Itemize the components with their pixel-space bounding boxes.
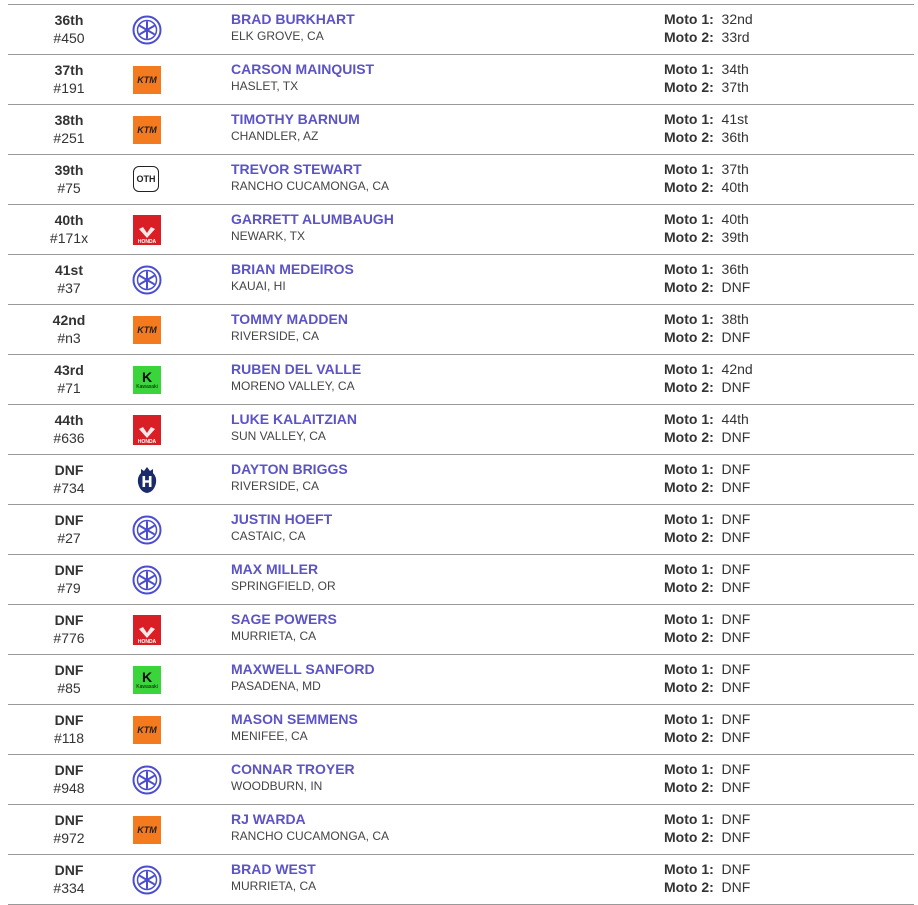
results-table: [8, 4, 914, 905]
moto-1-label: Moto 1:: [664, 411, 714, 427]
rider-info: [231, 311, 348, 345]
rider-number: #450: [53, 30, 85, 46]
moto-1-label: Moto 1:: [664, 511, 714, 527]
moto-2-value: DNF: [721, 728, 751, 745]
finish-place: 38th: [54, 112, 84, 128]
rider-hometown: CASTAIC, CA: [231, 529, 306, 543]
moto-results: [664, 311, 750, 346]
honda-logo-icon: HONDA: [132, 615, 162, 645]
rider-info: [231, 411, 357, 445]
moto-1-value: 36th: [721, 261, 749, 277]
result-row: [8, 355, 914, 405]
moto-1-label: Moto 1:: [664, 311, 714, 327]
moto-1-value: DNF: [721, 761, 751, 777]
moto-2-value: DNF: [721, 278, 751, 295]
rider-name-link[interactable]: SAGE POWERS: [231, 611, 337, 627]
moto-2-value: DNF: [721, 528, 751, 545]
moto-1-label: Moto 1:: [664, 61, 714, 77]
rider-info: [231, 111, 360, 145]
moto-2-label: Moto 2:: [664, 528, 714, 545]
rider-hometown: MENIFEE, CA: [231, 729, 308, 743]
rider-hometown: KAUAI, HI: [231, 279, 286, 293]
finish-place: DNF: [54, 712, 84, 728]
rider-number: #37: [57, 280, 81, 296]
rider-name-link[interactable]: MAXWELL SANFORD: [231, 661, 375, 677]
moto-results: [664, 261, 750, 296]
finish-place: 40th: [54, 212, 84, 228]
rider-hometown: MORENO VALLEY, CA: [231, 379, 355, 393]
rider-name-link[interactable]: BRAD WEST: [231, 861, 316, 877]
moto-2-label: Moto 2:: [664, 328, 714, 345]
result-row: [8, 655, 914, 705]
finish-place: DNF: [54, 562, 84, 578]
moto-1-result: [664, 11, 753, 29]
result-row: [8, 305, 914, 355]
rider-number: #n3: [57, 330, 81, 346]
moto-2-label: Moto 2:: [664, 228, 714, 245]
finish-place: DNF: [54, 662, 84, 678]
finish-place: DNF: [54, 862, 84, 878]
rider-name-link[interactable]: TIMOTHY BARNUM: [231, 111, 360, 127]
moto-2-result: [664, 129, 749, 147]
finish-place: 37th: [54, 62, 84, 78]
moto-2-value: DNF: [721, 478, 751, 495]
moto-1-result: [664, 311, 750, 329]
yamaha-logo-icon: [132, 565, 162, 595]
moto-2-result: [664, 579, 750, 597]
moto-2-value: DNF: [721, 328, 751, 345]
rider-name-link[interactable]: RJ WARDA: [231, 811, 306, 827]
moto-results: [664, 411, 750, 446]
moto-2-label: Moto 2:: [664, 28, 714, 45]
moto-1-label: Moto 1:: [664, 711, 714, 727]
moto-results: [664, 211, 749, 246]
rider-hometown: RANCHO CUCAMONGA, CA: [231, 179, 390, 193]
rider-name-link[interactable]: TOMMY MADDEN: [231, 311, 348, 327]
result-row: [8, 855, 914, 905]
finish-position: [38, 111, 100, 147]
moto-1-label: Moto 1:: [664, 461, 714, 477]
rider-number: #776: [53, 630, 85, 646]
moto-1-value: 37th: [721, 161, 749, 177]
kawasaki-logo-icon: K Kawasaki: [132, 665, 162, 695]
yamaha-logo-icon: [132, 15, 162, 45]
rider-number: #636: [53, 430, 85, 446]
moto-1-label: Moto 1:: [664, 661, 714, 677]
rider-hometown: RANCHO CUCAMONGA, CA: [231, 829, 390, 843]
moto-1-result: [664, 261, 750, 279]
finish-position: [38, 211, 100, 247]
moto-2-label: Moto 2:: [664, 178, 714, 195]
moto-1-value: 32nd: [721, 11, 753, 27]
moto-2-value: DNF: [721, 578, 751, 595]
rider-number: #79: [57, 580, 81, 596]
rider-name-link[interactable]: DAYTON BRIGGS: [231, 461, 348, 477]
moto-1-value: DNF: [721, 661, 751, 677]
moto-2-result: [664, 629, 750, 647]
moto-1-label: Moto 1:: [664, 211, 714, 227]
rider-name-link[interactable]: RUBEN DEL VALLE: [231, 361, 362, 377]
finish-place: DNF: [54, 612, 84, 628]
honda-logo-icon: HONDA: [132, 215, 162, 245]
moto-2-label: Moto 2:: [664, 728, 714, 745]
rider-info: [231, 661, 375, 695]
rider-info: [231, 761, 355, 795]
moto-1-result: [664, 111, 749, 129]
moto-2-label: Moto 2:: [664, 428, 714, 445]
finish-position: [38, 661, 100, 697]
moto-1-value: DNF: [721, 461, 751, 477]
moto-1-result: [664, 411, 750, 429]
moto-results: [664, 511, 750, 546]
ktm-logo-icon: KTM: [132, 65, 162, 95]
moto-1-value: DNF: [721, 561, 751, 577]
moto-2-label: Moto 2:: [664, 578, 714, 595]
result-row: [8, 755, 914, 805]
rider-name-link[interactable]: CONNAR TROYER: [231, 761, 355, 777]
moto-1-label: Moto 1:: [664, 111, 714, 127]
rider-hometown: WOODBURN, IN: [231, 779, 323, 793]
moto-1-value: 42nd: [721, 361, 753, 377]
result-row: [8, 205, 914, 255]
moto-2-value: 33rd: [721, 28, 750, 45]
moto-2-label: Moto 2:: [664, 378, 714, 395]
moto-1-label: Moto 1:: [664, 761, 714, 777]
moto-2-label: Moto 2:: [664, 828, 714, 845]
moto-1-result: [664, 761, 750, 779]
finish-place: DNF: [54, 812, 84, 828]
moto-results: [664, 711, 750, 746]
rider-name-link[interactable]: MAX MILLER: [231, 561, 319, 577]
rider-name-link[interactable]: JUSTIN HOEFT: [231, 511, 333, 527]
moto-1-result: [664, 661, 750, 679]
finish-place: DNF: [54, 512, 84, 528]
honda-logo-icon: HONDA: [132, 415, 162, 445]
rider-number: #191: [53, 80, 85, 96]
moto-1-value: 44th: [721, 411, 749, 427]
moto-2-result: [664, 779, 750, 797]
finish-place: 41st: [54, 262, 84, 278]
rider-number: #334: [53, 880, 85, 896]
finish-place: 42nd: [52, 312, 86, 328]
finish-position: [38, 461, 100, 497]
moto-results: [664, 561, 750, 596]
moto-1-label: Moto 1:: [664, 11, 714, 27]
finish-position: [38, 861, 100, 897]
rider-hometown: ELK GROVE, CA: [231, 29, 324, 43]
finish-place: 44th: [54, 412, 84, 428]
moto-results: [664, 811, 750, 846]
moto-2-result: [664, 179, 749, 197]
finish-position: [38, 161, 100, 197]
ktm-logo-icon: KTM: [132, 315, 162, 345]
moto-2-label: Moto 2:: [664, 478, 714, 495]
result-row: [8, 705, 914, 755]
moto-2-label: Moto 2:: [664, 878, 714, 895]
yamaha-logo-icon: [132, 515, 162, 545]
finish-position: [38, 711, 100, 747]
finish-position: [38, 411, 100, 447]
finish-position: [38, 11, 100, 47]
moto-1-result: [664, 211, 749, 229]
rider-hometown: SPRINGFIELD, OR: [231, 579, 336, 593]
rider-hometown: NEWARK, TX: [231, 229, 306, 243]
rider-number: #71: [57, 380, 81, 396]
moto-2-value: DNF: [721, 678, 751, 695]
finish-position: [38, 361, 100, 397]
moto-2-value: DNF: [721, 778, 751, 795]
moto-results: [664, 611, 750, 646]
moto-2-label: Moto 2:: [664, 678, 714, 695]
rider-name-link[interactable]: CARSON MAINQUIST: [231, 61, 375, 77]
rider-hometown: MURRIETA, CA: [231, 879, 317, 893]
moto-1-value: DNF: [721, 811, 751, 827]
rider-info: [231, 211, 394, 245]
moto-results: [664, 761, 750, 796]
result-row: [8, 555, 914, 605]
moto-2-value: DNF: [721, 378, 751, 395]
rider-info: [231, 461, 348, 495]
rider-number: #972: [53, 830, 85, 846]
yamaha-logo-icon: [132, 265, 162, 295]
moto-1-result: [664, 361, 753, 379]
rider-hometown: MURRIETA, CA: [231, 629, 317, 643]
rider-number: #171x: [49, 230, 89, 246]
moto-2-label: Moto 2:: [664, 778, 714, 795]
moto-results: [664, 661, 750, 696]
finish-position: [38, 761, 100, 797]
rider-number: #948: [53, 780, 85, 796]
moto-1-label: Moto 1:: [664, 361, 714, 377]
moto-1-value: 38th: [721, 311, 749, 327]
rider-hometown: SUN VALLEY, CA: [231, 429, 326, 443]
moto-results: [664, 861, 750, 896]
moto-results: [664, 361, 753, 396]
finish-place: 36th: [54, 12, 84, 28]
moto-results: [664, 61, 749, 96]
moto-1-label: Moto 1:: [664, 861, 714, 877]
moto-2-value: 37th: [721, 78, 749, 95]
result-row: [8, 505, 914, 555]
finish-position: [38, 511, 100, 547]
rider-number: #27: [57, 530, 81, 546]
moto-2-value: DNF: [721, 428, 751, 445]
moto-1-result: [664, 561, 750, 579]
finish-place: 39th: [54, 162, 84, 178]
moto-2-value: 39th: [721, 228, 749, 245]
result-row: [8, 5, 914, 55]
moto-2-result: [664, 29, 753, 47]
moto-results: [664, 111, 749, 146]
rider-info: [231, 611, 337, 645]
moto-1-value: 40th: [721, 211, 749, 227]
rider-number: #75: [57, 180, 81, 196]
moto-2-result: [664, 79, 749, 97]
moto-1-result: [664, 161, 749, 179]
moto-1-value: DNF: [721, 611, 751, 627]
moto-2-value: DNF: [721, 828, 751, 845]
moto-1-value: 41st: [721, 111, 749, 127]
rider-info: [231, 261, 354, 295]
moto-2-label: Moto 2:: [664, 78, 714, 95]
result-row: [8, 105, 914, 155]
kawasaki-logo-icon: K Kawasaki: [132, 365, 162, 395]
rider-info: [231, 61, 374, 95]
moto-1-result: [664, 861, 750, 879]
rider-info: [231, 711, 358, 745]
moto-1-label: Moto 1:: [664, 161, 714, 177]
rider-hometown: RIVERSIDE, CA: [231, 479, 320, 493]
result-row: [8, 155, 914, 205]
moto-1-value: 34th: [721, 61, 749, 77]
moto-1-result: [664, 811, 750, 829]
finish-position: [38, 611, 100, 647]
rider-number: #85: [57, 680, 81, 696]
finish-place: DNF: [54, 762, 84, 778]
rider-number: #251: [53, 130, 85, 146]
moto-2-label: Moto 2:: [664, 128, 714, 145]
rider-name-link[interactable]: BRAD BURKHART: [231, 11, 355, 27]
moto-results: [664, 11, 753, 46]
rider-hometown: CHANDLER, AZ: [231, 129, 319, 143]
moto-2-result: [664, 879, 750, 897]
finish-position: [38, 811, 100, 847]
rider-name-link[interactable]: LUKE KALAITZIAN: [231, 411, 357, 427]
husqvarna-logo-icon: [132, 465, 162, 495]
rider-name-link[interactable]: BRIAN MEDEIROS: [231, 261, 354, 277]
moto-2-value: 40th: [721, 178, 749, 195]
result-row: [8, 455, 914, 505]
ktm-logo-icon: KTM: [132, 115, 162, 145]
moto-2-value: 36th: [721, 128, 749, 145]
rider-number: #734: [53, 480, 85, 496]
finish-place: 43rd: [54, 362, 84, 378]
moto-results: [664, 161, 749, 196]
moto-2-result: [664, 729, 750, 747]
moto-2-result: [664, 429, 750, 447]
moto-2-result: [664, 679, 750, 697]
ktm-logo-icon: KTM: [132, 715, 162, 745]
result-row: [8, 405, 914, 455]
finish-position: [38, 311, 100, 347]
moto-2-result: [664, 229, 749, 247]
rider-info: [231, 161, 389, 195]
result-row: [8, 805, 914, 855]
moto-1-result: [664, 461, 750, 479]
moto-2-label: Moto 2:: [664, 628, 714, 645]
moto-1-result: [664, 611, 750, 629]
rider-hometown: PASADENA, MD: [231, 679, 321, 693]
other-logo-icon: OTH: [132, 165, 162, 195]
moto-2-label: Moto 2:: [664, 278, 714, 295]
moto-1-label: Moto 1:: [664, 561, 714, 577]
moto-1-value: DNF: [721, 861, 751, 877]
yamaha-logo-icon: [132, 865, 162, 895]
rider-number: #118: [53, 730, 85, 746]
moto-2-result: [664, 379, 753, 397]
result-row: [8, 55, 914, 105]
finish-position: [38, 561, 100, 597]
rider-hometown: HASLET, TX: [231, 79, 299, 93]
ktm-logo-icon: KTM: [132, 815, 162, 845]
moto-1-result: [664, 511, 750, 529]
moto-2-result: [664, 279, 750, 297]
moto-2-value: DNF: [721, 628, 751, 645]
moto-2-result: [664, 329, 750, 347]
rider-info: [231, 511, 332, 545]
finish-position: [38, 61, 100, 97]
rider-name-link[interactable]: GARRETT ALUMBAUGH: [231, 211, 394, 227]
finish-position: [38, 261, 100, 297]
moto-1-label: Moto 1:: [664, 811, 714, 827]
moto-1-label: Moto 1:: [664, 261, 714, 277]
result-row: [8, 255, 914, 305]
moto-1-result: [664, 711, 750, 729]
rider-hometown: RIVERSIDE, CA: [231, 329, 320, 343]
rider-name-link[interactable]: TREVOR STEWART: [231, 161, 362, 177]
rider-info: [231, 11, 355, 45]
finish-place: DNF: [54, 462, 84, 478]
yamaha-logo-icon: [132, 765, 162, 795]
moto-2-result: [664, 829, 750, 847]
moto-2-value: DNF: [721, 878, 751, 895]
moto-results: [664, 461, 750, 496]
moto-1-result: [664, 61, 749, 79]
moto-1-label: Moto 1:: [664, 611, 714, 627]
moto-2-result: [664, 529, 750, 547]
result-row: [8, 605, 914, 655]
rider-name-link[interactable]: MASON SEMMENS: [231, 711, 358, 727]
moto-1-value: DNF: [721, 511, 751, 527]
rider-info: [231, 361, 361, 395]
rider-info: [231, 861, 316, 895]
rider-info: [231, 811, 389, 845]
rider-info: [231, 561, 336, 595]
moto-1-value: DNF: [721, 711, 751, 727]
moto-2-result: [664, 479, 750, 497]
